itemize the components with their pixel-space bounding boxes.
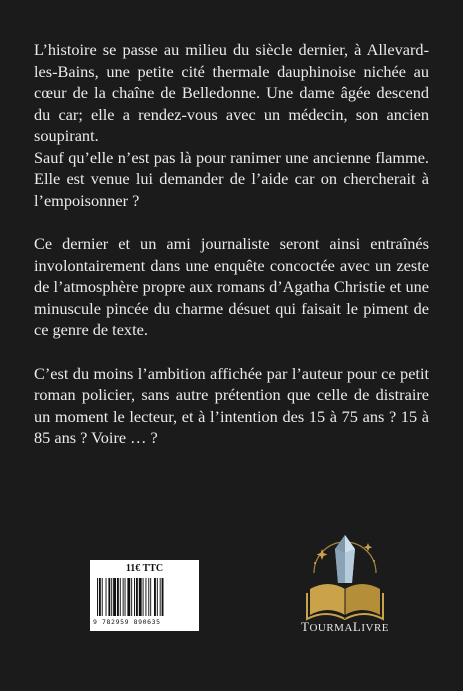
barcode-bar bbox=[143, 578, 144, 616]
barcode-bar bbox=[102, 578, 103, 616]
barcode-bar bbox=[134, 578, 135, 616]
barcode-bar bbox=[113, 578, 116, 616]
barcode-icon bbox=[97, 578, 192, 616]
barcode-bar bbox=[145, 578, 146, 616]
barcode-bar bbox=[160, 578, 161, 616]
barcode-bar bbox=[97, 578, 98, 616]
barcode-bar bbox=[150, 578, 151, 616]
publisher-name-ourma: OURMA bbox=[309, 622, 353, 634]
publisher-name-l: L bbox=[352, 619, 362, 634]
barcode-bar bbox=[106, 578, 107, 616]
barcode-bar bbox=[108, 578, 110, 616]
publisher-name-ivre: IVRE bbox=[361, 622, 390, 634]
isbn-number: 9 782959 890635 bbox=[93, 618, 161, 626]
barcode-bar bbox=[120, 578, 121, 616]
barcode-bar bbox=[111, 578, 112, 616]
barcode-bar bbox=[148, 578, 149, 616]
publisher-name bbox=[292, 619, 398, 635]
barcode-bar bbox=[127, 578, 130, 616]
barcode-bar bbox=[117, 578, 119, 616]
barcode-bar bbox=[123, 578, 124, 616]
blurb-paragraph-4: C’est du moins l’ambition affichée par l’auteur pour ce petit roman policier, sans autre prétention que celle de distraire un moment le lecteur, et à l’intention des 15 à 75 ans ? 15 à 85 ans ? Voire … ? bbox=[34, 363, 429, 447]
blurb-paragraph-1: L’histoire se passe au milieu du siècle dernier, à Allevard-les-Bains, une petite cité thermale dauphinoise nichée au cœur de la chaîne de Belledonne. Une dame âgée descend du car; elle a rendez-vous avec un médecin, son ancien soupirant. bbox=[34, 40, 429, 145]
isbn-barcode-box bbox=[90, 560, 199, 631]
barcode-bar bbox=[131, 578, 132, 616]
barcode-bar bbox=[99, 578, 101, 616]
price-label: 11€ TTC bbox=[125, 563, 164, 574]
crystal-book-logo-icon bbox=[300, 527, 390, 627]
barcode-bar bbox=[162, 578, 164, 616]
blurb-text bbox=[34, 39, 429, 449]
barcode-bar bbox=[136, 578, 138, 616]
barcode-bar bbox=[139, 578, 142, 616]
publisher-name-t: T bbox=[300, 619, 310, 634]
barcode-bar bbox=[154, 578, 156, 616]
barcode-bar bbox=[157, 578, 158, 616]
blurb-paragraph-3: Ce dernier et un ami journaliste seront ainsi entraînés involontairement dans une enquête concoctée avec un zeste de l’atmosphère propre aux romans d’Agatha Christie et une minuscule pincée du charme désuet qui faisait le piment de ce genre de texte. bbox=[34, 234, 429, 339]
barcode-bar bbox=[125, 578, 126, 616]
blurb-paragraph-2: Sauf qu’elle n’est pas là pour ranimer une ancienne flamme. Elle est venue lui demander de l’aide car on chercherait à l’empoisonner ? bbox=[34, 147, 429, 210]
